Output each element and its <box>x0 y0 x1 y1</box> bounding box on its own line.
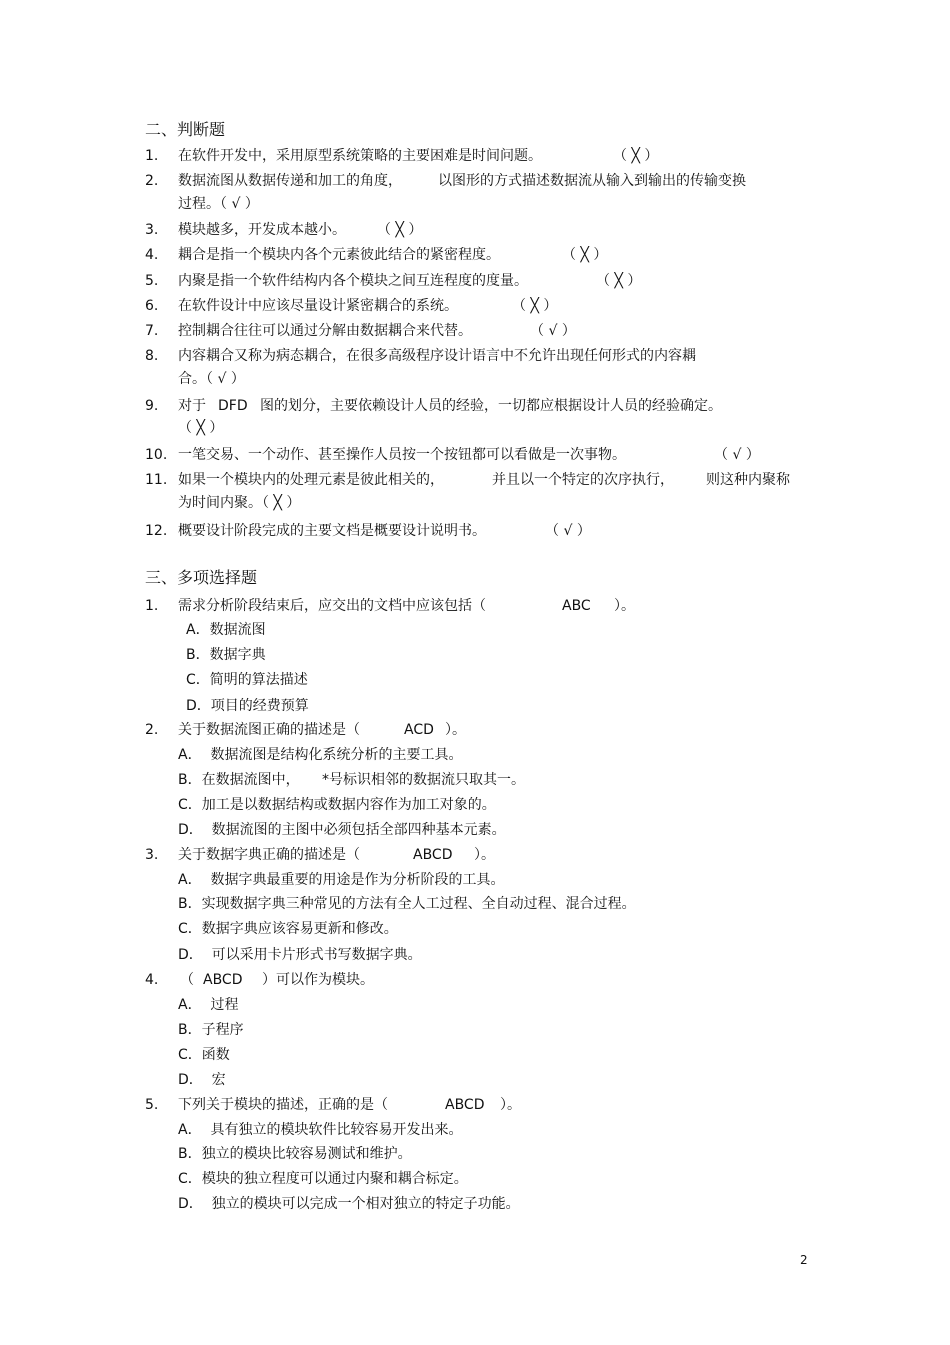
section-heading-judgment: 二、判断题 <box>145 120 226 139</box>
option: D． 可以采用卡片形式书写数据字典。 <box>178 947 422 963</box>
item-text: 对于 <box>178 398 206 414</box>
question-text: 关于数据字典正确的描述是（ <box>178 847 360 863</box>
question-end: ）。 <box>614 598 635 614</box>
item-number: 7. <box>145 323 159 339</box>
option: D． 独立的模块可以完成一个相对独立的特定子功能。 <box>178 1196 520 1212</box>
section-heading-multiple-choice: 三、多项选择题 <box>145 568 258 587</box>
question-answer: ABCD <box>203 972 243 988</box>
item-number: 10. <box>145 447 168 463</box>
option: C．简明的算法描述 <box>186 672 308 688</box>
item-text: 在软件开发中，采用原型系统策略的主要困难是时间问题。 <box>178 148 542 164</box>
item-continuation: （ ╳ ） <box>178 420 224 436</box>
question-text: （ <box>180 972 194 988</box>
question-answer: ABCD <box>445 1097 485 1113</box>
question-number: 5. <box>145 1097 159 1113</box>
option: B．独立的模块比较容易测试和维护。 <box>178 1146 412 1162</box>
item-text: DFD <box>218 398 248 414</box>
item-number: 3. <box>145 222 159 238</box>
question-end: ）。 <box>500 1097 521 1113</box>
question-answer: ABC <box>562 598 591 614</box>
item-number: 4. <box>145 247 159 263</box>
item-text: 数据流图从数据传递和加工的角度， <box>178 173 402 189</box>
option: C．函数 <box>178 1047 230 1063</box>
item-number: 8. <box>145 348 159 364</box>
question-number: 2. <box>145 722 159 738</box>
item-number: 11. <box>145 472 168 488</box>
option: A．数据流图 <box>186 622 266 638</box>
option: B．数据字典 <box>186 647 266 663</box>
question-number: 3. <box>145 847 159 863</box>
option: C．数据字典应该容易更新和修改。 <box>178 921 398 937</box>
option: A． 数据字典最重要的用途是作为分析阶段的工具。 <box>178 872 505 888</box>
item-text: 如果一个模块内的处理元素是彼此相关的， <box>178 472 444 488</box>
question-text: 需求分析阶段结束后，应交出的文档中应该包括（ <box>178 598 486 614</box>
item-text: 控制耦合往往可以通过分解由数据耦合来代替。 <box>178 323 472 339</box>
item-number: 5. <box>145 273 159 289</box>
item-text: 图的划分，主要依赖设计人员的经验，一切都应根据设计人员的经验确定。 <box>260 398 722 414</box>
item-mark: （ ╳ ） <box>613 148 659 164</box>
item-number: 12. <box>145 523 168 539</box>
item-continuation: 过程。（ √ ） <box>178 196 259 212</box>
item-number: 2. <box>145 173 159 189</box>
question-answer: ABCD <box>413 847 453 863</box>
option: B．在数据流图中， <box>178 772 300 788</box>
question-end: ）。 <box>474 847 495 863</box>
item-text: 概要设计阶段完成的主要文档是概要设计说明书。 <box>178 523 486 539</box>
option: B．实现数据字典三种常见的方法有全人工过程、全自动过程、混合过程。 <box>178 896 636 912</box>
item-number: 9. <box>145 398 159 414</box>
option: C．加工是以数据结构或数据内容作为加工对象的。 <box>178 797 496 813</box>
option: A． 具有独立的模块软件比较容易开发出来。 <box>178 1122 463 1138</box>
question-number: 1. <box>145 598 159 614</box>
question-end: ）可以作为模块。 <box>262 972 374 988</box>
item-text: 内容耦合又称为病态耦合，在很多高级程序设计语言中不允许出现任何形式的内容耦 <box>178 348 696 364</box>
option: D．项目的经费预算 <box>186 698 309 714</box>
item-text: 耦合是指一个模块内各个元素彼此结合的紧密程度。 <box>178 247 500 263</box>
option: A． 过程 <box>178 997 239 1013</box>
item-text: 并且以一个特定的次序执行， <box>492 472 674 488</box>
item-number: 6. <box>145 298 159 314</box>
item-continuation: 为时间内聚。（ ╳ ） <box>178 495 301 511</box>
option: D． 宏 <box>178 1072 226 1088</box>
item-mark: （ ╳ ） <box>512 298 558 314</box>
item-text: 以图形的方式描述数据流从输入到输出的传输变换 <box>438 173 746 189</box>
item-text: 在软件设计中应该尽量设计紧密耦合的系统。 <box>178 298 458 314</box>
option: C．模块的独立程度可以通过内聚和耦合标定。 <box>178 1171 468 1187</box>
item-text: 内聚是指一个软件结构内各个模块之间互连程度的度量。 <box>178 273 528 289</box>
item-mark: （ √ ） <box>714 447 760 463</box>
item-continuation: 合。（ √ ） <box>178 371 245 387</box>
item-mark: （ ╳ ） <box>562 247 608 263</box>
item-mark: （ √ ） <box>545 523 591 539</box>
question-answer: ACD <box>404 722 434 738</box>
page-number: 2 <box>800 1253 808 1267</box>
option: B．子程序 <box>178 1022 244 1038</box>
question-text: 关于数据流图正确的描述是（ <box>178 722 360 738</box>
item-mark: （ ╳ ） <box>596 273 642 289</box>
question-number: 4. <box>145 972 159 988</box>
option: D． 数据流图的主图中必须包括全部四种基本元素。 <box>178 822 506 838</box>
item-number: 1. <box>145 148 159 164</box>
item-text: 模块越多，开发成本越小。 <box>178 222 346 238</box>
item-text: 一笔交易、一个动作、甚至操作人员按一个按钮都可以看做是一次事物。 <box>178 447 626 463</box>
item-text: 则这种内聚称 <box>706 472 790 488</box>
option: A． 数据流图是结构化系统分析的主要工具。 <box>178 747 463 763</box>
item-mark: （ √ ） <box>530 323 576 339</box>
item-mark: （ ╳ ） <box>377 222 423 238</box>
question-text: 下列关于模块的描述，正确的是（ <box>178 1097 388 1113</box>
option-continuation: *号标识相邻的数据流只取其一。 <box>322 772 525 788</box>
question-end: ）。 <box>445 722 466 738</box>
